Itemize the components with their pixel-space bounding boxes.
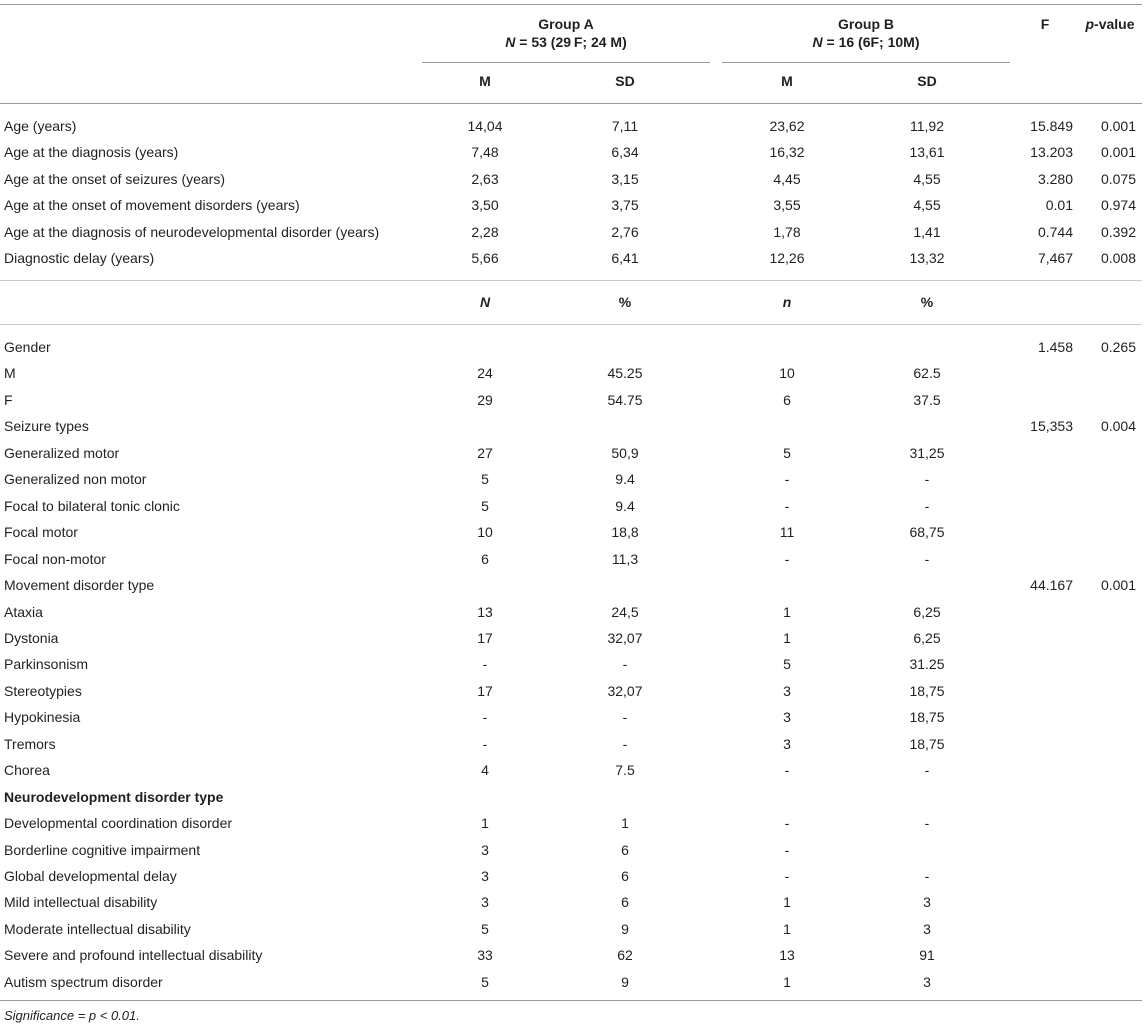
f-value: 0.01	[1045, 197, 1073, 214]
section-rule	[0, 280, 1142, 281]
p-value: 0.008	[1100, 250, 1136, 266]
p-value	[1078, 704, 1136, 730]
f-value	[1010, 493, 1073, 519]
group-a-value-1: 33	[477, 947, 493, 964]
group-a-value-1: 10	[477, 524, 493, 541]
group-b-value-1: 23,62	[769, 118, 805, 134]
group-b-value-2: -	[924, 762, 930, 779]
f-value	[1010, 889, 1073, 915]
group-b-value-1: 5	[783, 444, 791, 461]
table-row	[0, 360, 1146, 386]
count-header-rule	[0, 324, 1142, 325]
group-b-value-1: -	[784, 497, 790, 514]
f-value	[1010, 440, 1073, 466]
group-b-value-1: 3,55	[773, 197, 801, 214]
group-b-value-2: 31,25	[909, 444, 945, 461]
group-a-value-2	[570, 784, 680, 810]
group-a-value-1	[430, 413, 540, 439]
row-label: Tremors	[4, 735, 56, 752]
group-a-value-1	[430, 784, 540, 810]
group-b-value-1: 1	[783, 920, 791, 937]
group-a-value-2: 32,07	[607, 629, 643, 646]
group-a-value-2: 6	[621, 841, 629, 858]
f-value	[1010, 942, 1073, 968]
group-b-value-1: 10	[779, 365, 795, 382]
f-value	[1010, 757, 1073, 783]
group-a-value-1: 5	[481, 973, 489, 990]
group-b-value-1: 11	[779, 524, 795, 541]
row-label: Global developmental delay	[4, 868, 177, 884]
group-b-value-2: 3	[923, 973, 931, 990]
group-a-value-2: 9	[621, 973, 629, 990]
group-a-value-2: -	[622, 656, 628, 673]
row-label: Age at the onset of seizures (years)	[4, 170, 225, 187]
group-b-value-2: 37.5	[913, 391, 941, 408]
group-b-value-1: -	[784, 815, 790, 832]
group-a-value-1: 2,63	[471, 170, 499, 187]
group-b-value-1: 12,26	[769, 250, 805, 266]
group-b-value-2: 18,75	[909, 709, 945, 726]
group-a-value-2: 1	[621, 815, 629, 832]
group-b-value-2: 31.25	[909, 656, 945, 673]
p-value: 0.974	[1100, 197, 1136, 214]
table-row	[0, 678, 1146, 704]
row-label: Severe and profound intellectual disability	[4, 947, 263, 964]
group-a-value-2: 3,75	[611, 197, 639, 214]
table-row	[0, 757, 1146, 783]
group-b-value-2: -	[924, 550, 930, 567]
f-value	[1010, 360, 1073, 386]
group-a-value-1: 6	[481, 550, 489, 567]
table-row	[0, 139, 1146, 165]
p-value	[1078, 837, 1136, 863]
f-value	[1010, 651, 1073, 677]
p-value	[1078, 625, 1136, 651]
row-label: Gender	[4, 339, 51, 355]
p-value	[1078, 731, 1136, 757]
table-row	[0, 413, 1146, 439]
table-row	[0, 440, 1146, 466]
group-a-value-2: 7.5	[615, 762, 635, 779]
row-label: Mild intellectual disability	[4, 894, 158, 911]
group-b-value-2	[872, 413, 982, 439]
group-b-value-1: 1	[783, 603, 791, 620]
p-value	[1078, 440, 1136, 466]
p-value	[1078, 546, 1136, 572]
p-value: 0.004	[1100, 418, 1136, 435]
row-label: F	[4, 391, 13, 408]
table-row	[0, 166, 1146, 192]
group-a-value-1: 3,50	[471, 197, 499, 214]
group-b-value-2: 18,75	[909, 682, 945, 699]
row-label: Diagnostic delay (years)	[4, 250, 155, 266]
p-value: 0.392	[1100, 223, 1136, 240]
p-value-header: p-value	[1085, 16, 1135, 32]
row-label: Borderline cognitive impairment	[4, 841, 201, 858]
f-value	[1010, 387, 1073, 413]
p-value: 0.001	[1100, 118, 1136, 134]
f-value	[1010, 810, 1073, 836]
p-value: 0.001	[1100, 144, 1136, 161]
row-label: Focal non-motor	[4, 550, 106, 567]
group-b-value-1	[732, 413, 842, 439]
group-b-value-1: 1	[783, 629, 791, 646]
group-a-value-2: 62	[617, 947, 633, 964]
group-a-value-2: 2,76	[611, 223, 639, 240]
p-value	[1078, 889, 1136, 915]
subheader-sd-a: SD	[615, 73, 635, 89]
group-a-value-2: 32,07	[607, 682, 643, 699]
group-a-value-1: 3	[481, 868, 489, 884]
group-b-value-2: -	[924, 471, 930, 488]
p-value	[1078, 784, 1136, 810]
row-label: Hypokinesia	[4, 709, 81, 726]
group-b-value-2: 6,25	[913, 603, 941, 620]
group-a-value-1	[430, 572, 540, 598]
table-row	[0, 192, 1146, 218]
table-row	[0, 219, 1146, 245]
group-b-underline	[722, 62, 1010, 63]
p-value	[1078, 493, 1136, 519]
group-a-value-2	[570, 572, 680, 598]
group-a-value-2: 45.25	[607, 365, 643, 382]
group-a-value-2: 6	[621, 868, 629, 884]
group-a-value-2: 18,8	[611, 524, 639, 541]
table-row	[0, 784, 1146, 810]
subheader-pct-b: %	[920, 294, 934, 310]
p-value	[1078, 360, 1136, 386]
group-a-underline	[422, 62, 710, 63]
group-a-value-1: -	[482, 656, 488, 673]
table-row	[0, 546, 1146, 572]
group-a-value-1: -	[482, 735, 488, 752]
group-a-value-1: 4	[481, 762, 489, 779]
group-b-value-2: 91	[919, 947, 935, 964]
group-b-title: Group B	[838, 16, 894, 32]
p-value	[1078, 969, 1136, 995]
group-b-value-1: -	[784, 868, 790, 884]
f-value: 0.744	[1037, 223, 1073, 240]
f-value: 7,467	[1037, 250, 1073, 266]
p-value	[1078, 519, 1136, 545]
table-row	[0, 519, 1146, 545]
group-b-value-1: 4,45	[773, 170, 801, 187]
group-a-value-2: -	[622, 735, 628, 752]
group-b-value-1: 13	[779, 947, 795, 964]
row-label: Ataxia	[4, 603, 43, 620]
group-b-value-2: 3	[923, 920, 931, 937]
group-a-value-2: 50,9	[611, 444, 639, 461]
group-a-value-2: 9.4	[615, 471, 635, 488]
row-label: Developmental coordination disorder	[4, 815, 233, 832]
row-label: Age at the diagnosis (years)	[4, 144, 179, 161]
group-b-value-1: 3	[783, 682, 791, 699]
row-label: Stereotypies	[4, 682, 82, 699]
f-value	[1010, 546, 1073, 572]
subheader-m-b: M	[781, 73, 793, 89]
group-a-value-1: 5	[481, 471, 489, 488]
table-row	[0, 969, 1146, 995]
group-b-value-1	[732, 334, 842, 360]
group-a-value-2: 6,34	[611, 144, 639, 161]
group-b-value-1: -	[784, 550, 790, 567]
table-row	[0, 466, 1146, 492]
group-b-value-2: -	[924, 497, 930, 514]
subheader-sd-b: SD	[917, 73, 937, 89]
row-label: M	[4, 365, 16, 382]
group-b-value-2: -	[924, 815, 930, 832]
f-value	[1010, 863, 1073, 889]
f-value	[1010, 599, 1073, 625]
f-value	[1010, 969, 1073, 995]
group-b-value-2: -	[924, 868, 930, 884]
subheader-pct-a: %	[618, 294, 632, 310]
f-header: F	[1040, 16, 1050, 32]
group-b-value-1: -	[784, 762, 790, 779]
group-a-value-1: 17	[477, 629, 493, 646]
p-value	[1078, 942, 1136, 968]
p-value: 0.265	[1100, 339, 1136, 355]
group-b-value-1	[732, 784, 842, 810]
group-a-value-1: 5,66	[471, 250, 499, 266]
group-a-value-2: 6,41	[611, 250, 639, 266]
table-row	[0, 889, 1146, 915]
f-value	[1010, 704, 1073, 730]
group-b-value-2: 62.5	[913, 365, 941, 382]
group-a-value-2: 3,15	[611, 170, 639, 187]
p-value	[1078, 916, 1136, 942]
group-a-value-1: -	[482, 709, 488, 726]
group-b-value-1	[732, 572, 842, 598]
table-row	[0, 942, 1146, 968]
group-b-value-2: 1,41	[913, 223, 941, 240]
table-row	[0, 731, 1146, 757]
group-a-value-1: 3	[481, 894, 489, 911]
table-row	[0, 572, 1146, 598]
group-a-value-1: 13	[477, 603, 493, 620]
f-value	[1010, 625, 1073, 651]
group-b-value-1: 3	[783, 709, 791, 726]
group-a-value-2: 54.75	[607, 391, 643, 408]
table-row	[0, 625, 1146, 651]
f-value	[1010, 731, 1073, 757]
row-label: Dystonia	[4, 629, 59, 646]
group-b-value-1: -	[784, 471, 790, 488]
group-a-value-2: 6	[621, 894, 629, 911]
f-value: 1.458	[1037, 339, 1073, 355]
group-a-value-1: 5	[481, 497, 489, 514]
row-label: Chorea	[4, 762, 50, 779]
group-a-title: Group A	[538, 16, 594, 32]
f-value	[1010, 678, 1073, 704]
row-label: Parkinsonism	[4, 656, 89, 673]
table-row	[0, 863, 1146, 889]
f-value	[1010, 519, 1073, 545]
f-value: 44.167	[1030, 577, 1073, 594]
p-value	[1078, 599, 1136, 625]
group-a-value-1: 3	[481, 841, 489, 858]
group-a-value-1: 5	[481, 920, 489, 937]
group-a-value-1: 14,04	[467, 118, 503, 134]
table-row	[0, 245, 1146, 271]
group-a-value-1: 17	[477, 682, 493, 699]
table-row	[0, 651, 1146, 677]
table-row	[0, 493, 1146, 519]
row-label: Focal to bilateral tonic clonic	[4, 497, 180, 514]
group-b-value-1: -	[784, 841, 790, 858]
table-row	[0, 704, 1146, 730]
group-a-value-2: -	[622, 709, 628, 726]
group-a-value-1: 7,48	[471, 144, 499, 161]
group-b-value-2: 13,61	[909, 144, 945, 161]
row-label: Age (years)	[4, 118, 77, 134]
f-value	[1010, 466, 1073, 492]
table-row	[0, 113, 1146, 139]
f-value: 3.280	[1037, 170, 1073, 187]
p-value	[1078, 651, 1136, 677]
group-a-value-1: 24	[477, 365, 493, 382]
f-value: 13.203	[1030, 144, 1073, 161]
p-value	[1078, 387, 1136, 413]
group-b-value-1: 1	[783, 973, 791, 990]
group-b-value-1: 1	[783, 894, 791, 911]
row-label: Generalized non motor	[4, 471, 147, 488]
group-a-value-1: 29	[477, 391, 493, 408]
group-b-value-2: 3	[923, 894, 931, 911]
group-b-value-1: 6	[783, 391, 791, 408]
subheader-n-a: N	[479, 294, 491, 310]
p-value	[1078, 863, 1136, 889]
p-value	[1078, 678, 1136, 704]
group-a-count: N = 53 (29 F; 24 M)	[505, 34, 627, 50]
group-a-value-2: 7,11	[611, 118, 639, 134]
group-a-value-2: 11,3	[611, 550, 639, 567]
table-row	[0, 599, 1146, 625]
group-a-value-2	[570, 334, 680, 360]
f-value: 15,353	[1030, 418, 1073, 435]
table-row	[0, 916, 1146, 942]
p-value	[1078, 466, 1136, 492]
f-value	[1010, 784, 1073, 810]
group-b-value-1: 5	[783, 656, 791, 673]
subheader-n-b: n	[782, 294, 792, 310]
group-a-header	[422, 15, 710, 51]
group-b-value-2: 4,55	[913, 170, 941, 187]
group-b-value-2: 4,55	[913, 197, 941, 214]
table-top-rule	[0, 4, 1142, 5]
header-bottom-rule	[0, 103, 1142, 104]
group-a-value-1: 1	[481, 815, 489, 832]
f-value	[1010, 837, 1073, 863]
group-b-value-2	[872, 334, 982, 360]
group-b-header	[722, 15, 1010, 51]
row-label: Autism spectrum disorder	[4, 973, 163, 990]
row-label: Age at the diagnosis of neurodevelopmental disorder (years)	[4, 223, 380, 240]
p-value: 0.001	[1100, 577, 1136, 594]
group-a-value-1: 27	[477, 444, 493, 461]
group-b-value-2: 18,75	[909, 735, 945, 752]
group-b-value-1: 1,78	[773, 223, 801, 240]
group-b-count: N = 16 (6F; 10M)	[812, 34, 920, 50]
group-a-value-2: 24,5	[611, 603, 639, 620]
footnote: Significance = p < 0.01.	[4, 1008, 140, 1023]
row-label: Movement disorder type	[4, 577, 155, 594]
subheader-mean-sd	[0, 68, 1146, 94]
p-value	[1078, 810, 1136, 836]
group-b-value-2: 68,75	[909, 524, 945, 541]
p-value	[1078, 757, 1136, 783]
table-row	[0, 810, 1146, 836]
subheader-m-a: M	[479, 73, 491, 89]
row-label: Moderate intellectual disability	[4, 920, 191, 937]
row-label: Seizure types	[4, 418, 89, 435]
subheader-count-pct	[0, 289, 1146, 315]
group-a-value-2: 9.4	[615, 497, 635, 514]
row-label: Generalized motor	[4, 444, 120, 461]
group-b-value-2: 13,32	[909, 250, 945, 266]
table-row	[0, 387, 1146, 413]
table-bottom-rule	[0, 1000, 1142, 1001]
group-b-value-2: 11,92	[910, 118, 944, 134]
f-value: 15.849	[1030, 118, 1073, 134]
p-value: 0.075	[1100, 170, 1136, 187]
row-label: Neurodevelopment disorder type	[4, 788, 224, 805]
group-a-value-2	[570, 413, 680, 439]
row-label: Focal motor	[4, 524, 78, 541]
group-b-value-1: 3	[783, 735, 791, 752]
group-a-value-1: 2,28	[471, 223, 499, 240]
group-b-value-2	[872, 837, 982, 863]
group-b-value-2	[872, 572, 982, 598]
group-b-value-2: 6,25	[913, 629, 941, 646]
group-b-value-2	[872, 784, 982, 810]
row-label: Age at the onset of movement disorders (years)	[4, 197, 300, 214]
group-a-value-1	[430, 334, 540, 360]
f-value	[1010, 916, 1073, 942]
table-row	[0, 334, 1146, 360]
group-b-value-1: 16,32	[769, 144, 805, 161]
group-a-value-2: 9	[621, 920, 629, 937]
table-row	[0, 837, 1146, 863]
